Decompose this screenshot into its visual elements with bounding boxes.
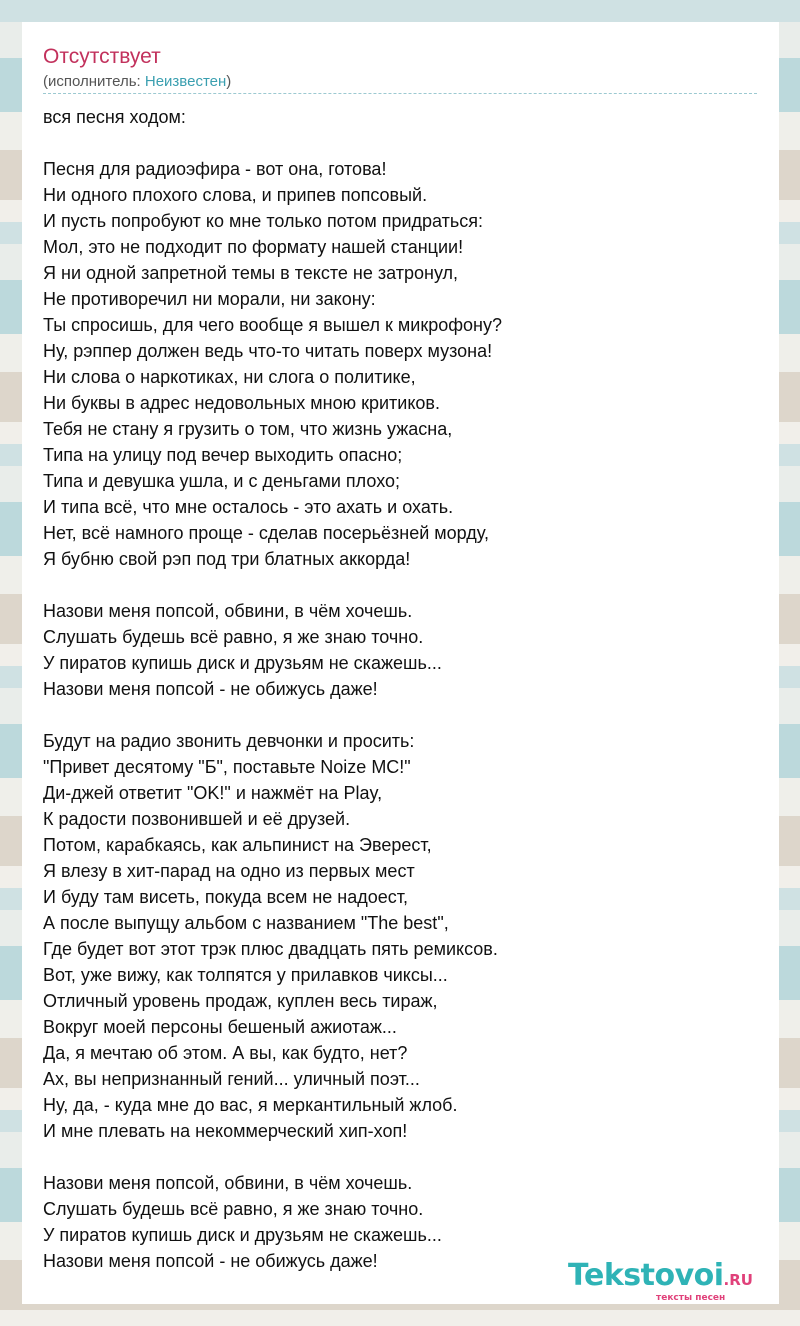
lyrics-text — [43, 104, 763, 1274]
song-title: Отсутствует — [43, 45, 161, 68]
lyrics-line: А после выпущу альбом с названием "The best", — [43, 913, 449, 933]
lyrics-line: Потом, карабкаясь, как альпинист на Эверест, — [43, 835, 432, 855]
lyrics-line: Назови меня попсой - не обижусь даже! — [43, 679, 378, 699]
lyrics-line: Назови меня попсой, обвини, в чём хочешь. — [43, 1173, 413, 1193]
lyrics-line: Вот, уже вижу, как толпятся у прилавков чиксы... — [43, 965, 448, 985]
lyrics-line: "Привет десятому "Б", поставьте Noize MC!" — [43, 757, 411, 777]
lyrics-line: Отличный уровень продаж, куплен весь тираж, — [43, 991, 438, 1011]
lyrics-line: Ни слова о наркотиках, ни слога о политике, — [43, 367, 416, 387]
lyrics-line: Ну, рэппер должен ведь что-то читать поверх музона! — [43, 341, 493, 361]
lyrics-line: Ты спросишь, для чего вообще я вышел к микрофону? — [43, 315, 502, 335]
lyrics-line: Ди-джей ответит "OK!" и нажмёт на Play, — [43, 783, 383, 803]
lyrics-line: Вокруг моей персоны бешеный ажиотаж... — [43, 1017, 397, 1037]
lyrics-line: Мол, это не подходит по формату нашей станции! — [43, 237, 464, 257]
lyrics-line: Я влезу в хит-парад на одно из первых мест — [43, 861, 415, 881]
artist-line — [43, 72, 231, 92]
artist-suffix: ) — [226, 73, 232, 90]
lyrics-line: К радости позвонившей и её друзей. — [43, 809, 351, 829]
lyrics-line: Ни буквы в адрес недовольных мною критиков. — [43, 393, 440, 413]
lyrics-line: Я бубню свой рэп под три блатных аккорда! — [43, 549, 411, 569]
dashed-divider — [43, 93, 757, 94]
site-logo[interactable] — [568, 1258, 778, 1308]
lyrics-line: У пиратов купишь диск и друзьям не скажешь... — [43, 653, 442, 673]
lyrics-line: Типа на улицу под вечер выходить опасно; — [43, 445, 403, 465]
logo-main-text: Tekstovoi — [568, 1258, 724, 1293]
artist-link[interactable]: Неизвестен — [144, 73, 227, 90]
lyrics-line: Нет, всё намного проще - сделав посерьёзней морду, — [43, 523, 489, 543]
lyrics-blank-line — [43, 702, 763, 728]
lyrics-line: Тебя не стану я грузить о том, что жизнь ужасна, — [43, 419, 453, 439]
lyrics-line: Песня для радиоэфира - вот она, готова! — [43, 159, 387, 179]
logo-wordmark — [568, 1258, 753, 1298]
lyrics-blank-line — [43, 1144, 763, 1170]
artist-prefix: (исполнитель: — [43, 73, 145, 90]
lyrics-line: Да, я мечтаю об этом. А вы, как будто, нет? — [43, 1043, 408, 1063]
lyrics-line: вся песня ходом: — [43, 107, 186, 127]
lyrics-line: Ни одного плохого слова, и припев попсовый. — [43, 185, 428, 205]
lyrics-line: Назови меня попсой - не обижусь даже! — [43, 1251, 378, 1271]
lyrics-blank-line — [43, 130, 763, 156]
lyrics-blank-line — [43, 572, 763, 598]
logo-tagline: тексты песен — [656, 1293, 726, 1303]
lyrics-line: Не противоречил ни морали, ни закону: — [43, 289, 376, 309]
lyrics-line: Где будет вот этот трэк плюс двадцать пять ремиксов. — [43, 939, 498, 959]
logo-suffix: .RU — [723, 1271, 753, 1289]
lyrics-line: Назови меня попсой, обвини, в чём хочешь. — [43, 601, 413, 621]
lyrics-line: Слушать будешь всё равно, я же знаю точно. — [43, 627, 424, 647]
lyrics-line: И пусть попробуют ко мне только потом придраться: — [43, 211, 484, 231]
lyrics-line: Ах, вы непризнанный гений... уличный поэт... — [43, 1069, 420, 1089]
lyrics-line: И буду там висеть, покуда всем не надоест, — [43, 887, 409, 907]
lyrics-line: Ну, да, - куда мне до вас, я меркантильный жлоб. — [43, 1095, 458, 1115]
lyrics-card — [22, 22, 779, 1304]
lyrics-line: Слушать будешь всё равно, я же знаю точно. — [43, 1199, 424, 1219]
lyrics-line: И мне плевать на некоммерческий хип-хоп! — [43, 1121, 408, 1141]
lyrics-line: У пиратов купишь диск и друзьям не скажешь... — [43, 1225, 442, 1245]
lyrics-line: Типа и девушка ушла, и с деньгами плохо; — [43, 471, 401, 491]
lyrics-line: И типа всё, что мне осталось - это ахать и охать. — [43, 497, 454, 517]
lyrics-line: Я ни одной запретной темы в тексте не затронул, — [43, 263, 459, 283]
lyrics-line: Будут на радио звонить девчонки и просить: — [43, 731, 415, 751]
